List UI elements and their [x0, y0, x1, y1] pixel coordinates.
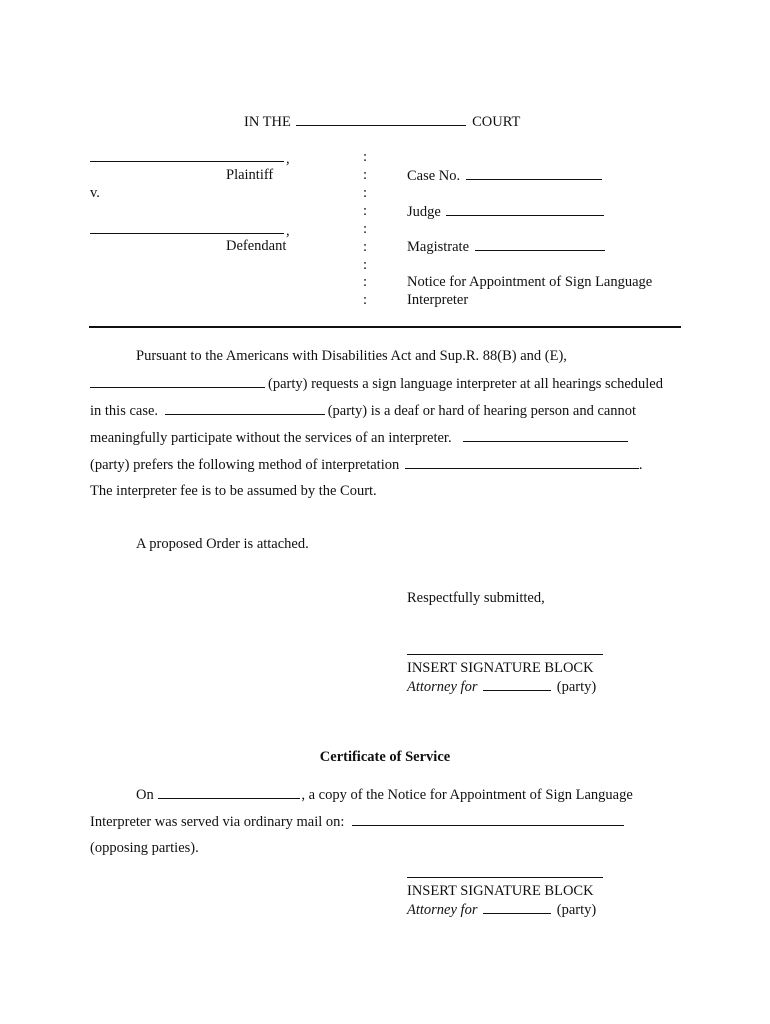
body-line-3-text-b: (party) is a deaf or hard of hearing person and cannot — [327, 403, 637, 419]
body-line-2-text: (party) requests a sign language interpreter at all hearings scheduled — [268, 376, 663, 392]
certificate-line-3: (opposing parties). — [90, 840, 199, 856]
certificate-title — [0, 748, 770, 766]
attorney-for-label-2: Attorney for — [407, 902, 478, 918]
caption-colon: : — [362, 257, 368, 273]
case-number-label: Case No. — [407, 168, 461, 184]
opposing-parties-blank[interactable] — [352, 812, 624, 826]
versus-label: v. — [90, 185, 100, 201]
case-number-blank[interactable] — [466, 166, 602, 180]
signature-line-2[interactable] — [407, 877, 603, 878]
body-line-2 — [90, 374, 663, 393]
body-line-5-period: . — [638, 457, 643, 473]
attorney-for-line-1 — [407, 677, 596, 696]
attorney-party-label-1: (party) — [556, 679, 597, 695]
court-name-blank[interactable] — [296, 112, 466, 126]
court-suffix: COURT — [472, 114, 521, 130]
defendant-comma: , — [286, 223, 290, 239]
notice-title-line2: Interpreter — [407, 292, 469, 308]
body-line-5-text: (party) prefers the following method of interpretation — [90, 457, 400, 473]
court-prefix: IN THE — [244, 114, 291, 130]
case-number-row — [407, 166, 602, 185]
caption-colon: : — [362, 292, 368, 308]
signature-line-1[interactable] — [407, 654, 603, 655]
respectfully-submitted: Respectfully submitted, — [407, 590, 545, 606]
court-heading — [244, 112, 520, 131]
caption-colon: : — [362, 149, 368, 165]
judge-row — [407, 202, 604, 221]
certificate-line-1-text: , a copy of the Notice for Appointment of Sign Language — [301, 787, 633, 803]
deaf-party-blank[interactable] — [165, 401, 325, 415]
body-line-4 — [90, 428, 628, 447]
magistrate-row — [407, 237, 605, 256]
certificate-line-2 — [90, 812, 624, 831]
defendant-label: Defendant — [226, 238, 287, 254]
caption-colon: : — [362, 167, 368, 183]
certificate-title-text: Certificate of Service — [319, 749, 451, 765]
certificate-on-label: On — [136, 787, 154, 803]
signature-block-1: INSERT SIGNATURE BLOCK — [407, 660, 594, 676]
attorney-party-blank-1[interactable] — [483, 677, 551, 691]
certificate-line-1 — [136, 785, 633, 804]
body-line-5 — [90, 455, 642, 474]
attorney-party-label-2: (party) — [556, 902, 597, 918]
plaintiff-name-blank[interactable] — [90, 161, 284, 162]
plaintiff-comma: , — [286, 151, 290, 167]
preferring-party-blank[interactable] — [463, 428, 628, 442]
interpretation-method-blank[interactable] — [405, 455, 639, 469]
caption-colon: : — [362, 274, 368, 290]
plaintiff-label: Plaintiff — [226, 167, 274, 183]
signature-block-2: INSERT SIGNATURE BLOCK — [407, 883, 594, 899]
notice-title-line1: Notice for Appointment of Sign Language — [407, 274, 653, 290]
caption-divider — [89, 326, 681, 328]
caption-colon: : — [362, 221, 368, 237]
body-line-3-text-a: in this case. — [90, 403, 159, 419]
attorney-for-label-1: Attorney for — [407, 679, 478, 695]
requesting-party-blank[interactable] — [90, 374, 265, 388]
defendant-name-blank[interactable] — [90, 233, 284, 234]
attorney-for-line-2 — [407, 900, 596, 919]
caption-colon: : — [362, 239, 368, 255]
magistrate-blank[interactable] — [475, 237, 605, 251]
judge-label: Judge — [407, 204, 441, 220]
attorney-party-blank-2[interactable] — [483, 900, 551, 914]
body-line-1: Pursuant to the Americans with Disabilities Act and Sup.R. 88(B) and (E), — [136, 348, 567, 364]
body-line-6: The interpreter fee is to be assumed by the Court. — [90, 483, 377, 499]
body-line-3 — [90, 401, 636, 420]
proposed-order-line: A proposed Order is attached. — [136, 536, 309, 552]
body-line-4-text: meaningfully participate without the services of an interpreter. — [90, 430, 452, 446]
service-date-blank[interactable] — [158, 785, 300, 799]
certificate-line-2-text: Interpreter was served via ordinary mail on: — [90, 814, 345, 830]
magistrate-label: Magistrate — [407, 239, 470, 255]
judge-blank[interactable] — [446, 202, 604, 216]
caption-colon: : — [362, 203, 368, 219]
caption-colon: : — [362, 185, 368, 201]
